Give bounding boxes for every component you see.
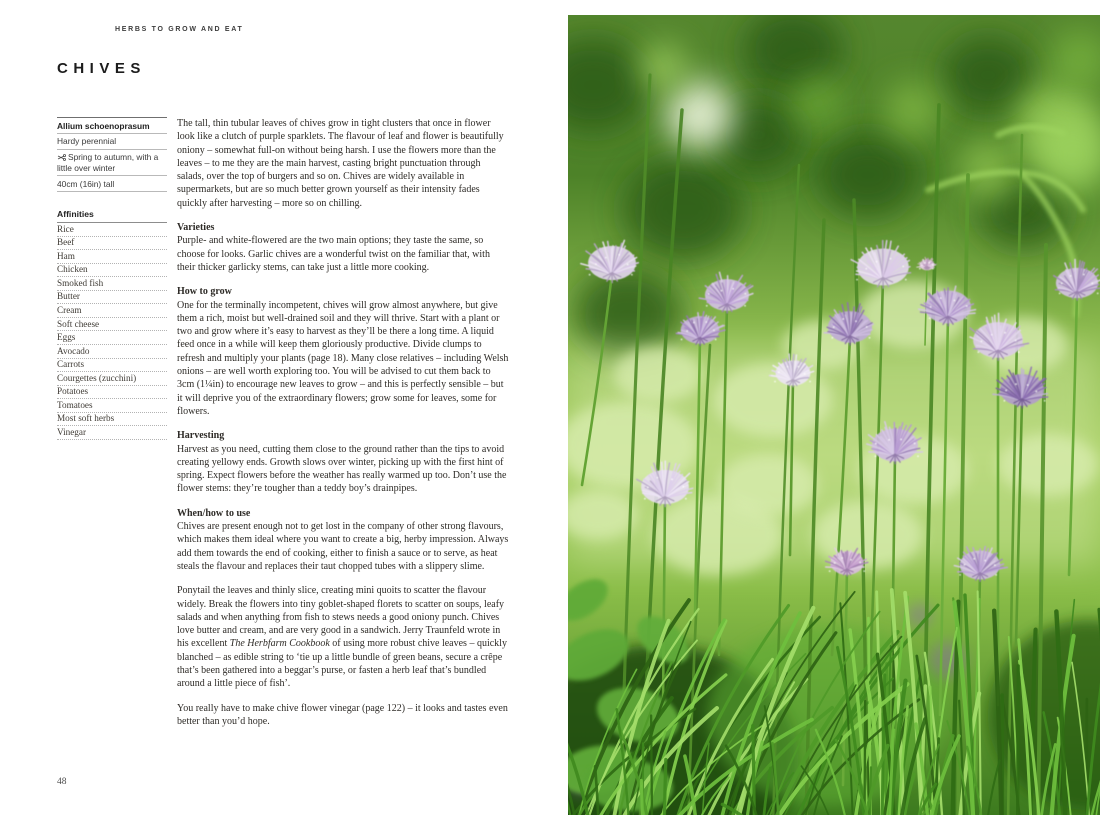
- body-text: of using more robust chive leaves – quickly blanched – as edible string to ‘tie up a little bundle of green beans, secure a crêpe that’s been gathered into a beggar’s purse, or fasten a herb leaf that’s bundled around a little piece of fish’.: [177, 638, 507, 690]
- paragraph: [177, 584, 509, 690]
- affinity-item: Chicken: [57, 264, 167, 278]
- fact-row: Allium schoenoprasum: [57, 118, 167, 134]
- body-text: Ponytail the leaves and thinly slice, creating mini quoits to scatter the flavour widely. Break the flowers into tiny goblet-shaped florets to scatter on soups, leafy salads and when anything from fish to stews needs a good oniony punch. Chives love butter and cream, and are very good in a sandwich. Jerry Traunfeld wrote in his excellent: [177, 585, 505, 650]
- section-heading: When/how to use: [177, 507, 251, 519]
- paragraph: [177, 299, 509, 419]
- affinity-item: Eggs: [57, 331, 167, 345]
- body-text: Harvest as you need, cutting them close to the ground rather than the tips to avoid creating yellowy ends. Growth slows over winter, picking up with the first hint of spring. Expect flowers before the weather has really warmed up too. Don’t use the flower stems: they’re tougher than a teddy boy’s drainpipes.: [177, 443, 507, 495]
- body-text: One for the terminally incompetent, chives will grow almost anywhere, but give them a rich, moist but well-drained soil and they will thrive. Start with a plant or two and grow where it’s easy to harvest as they’ll be there a long time. A liquid feed once in a while will keep them gloriously productive. Divide clumps to refresh and multiply your plants (page 18). Many close relatives – including Welsh onions – are well worth exploring too. You will be advised to cut them back to 3cm (1¼in) to encourage new leaves to grow – and this is perfectly sensible – but it will deprive you of the extraordinary flowers; grow some for leaves, some for flowers.: [177, 299, 509, 417]
- body-text: You really have to make chive flower vinegar (page 122) – it looks and tastes even better than you’d hope.: [177, 702, 508, 727]
- affinity-item: Soft cheese: [57, 318, 167, 332]
- page-number: 48: [57, 777, 67, 787]
- facts-list: [57, 117, 167, 192]
- affinity-item: Avocado: [57, 345, 167, 359]
- affinities-list: [57, 223, 167, 440]
- plant-fact-sidebar: [57, 117, 167, 440]
- body-text: Chives are present enough not to get lost in the company of other strong flavours, which makes them ideal where you want to create a big, herby impression. Always add them towards the end of cooking, either to finish a sauce or to serve, as heat steals the flavour and replaces their taut chopped tubes with a slippery slime.: [177, 521, 509, 572]
- paragraph: [177, 117, 509, 210]
- fact-row: Hardy perennial: [57, 134, 167, 150]
- affinity-item: Vinegar: [57, 426, 167, 440]
- paragraph: [177, 520, 509, 573]
- paragraph: [177, 234, 509, 274]
- body-text: Purple- and white-flowered are the two main options; they taste the same, so choose for looks. Garlic chives are a wonderful twist on the familiar that, with their thicker garlicky stems, can take just a little more cooking.: [177, 235, 490, 273]
- affinities-heading: Affinities: [57, 209, 167, 223]
- fact-row: Spring to autumn, with a little over winter: [57, 150, 167, 176]
- affinity-item: Beef: [57, 237, 167, 251]
- affinity-item: Cream: [57, 304, 167, 318]
- italic-text: The Herbfarm Cookbook: [229, 638, 330, 650]
- section-heading: How to grow: [177, 286, 232, 298]
- article-text: [177, 117, 509, 728]
- affinity-item: Most soft herbs: [57, 413, 167, 427]
- affinity-item: Ham: [57, 250, 167, 264]
- scissors-icon: [57, 154, 66, 161]
- section-heading: Varieties: [177, 222, 215, 234]
- paragraph: [177, 702, 509, 729]
- running-header: HERBS TO GROW AND EAT: [115, 26, 244, 33]
- affinity-item: Rice: [57, 223, 167, 237]
- affinity-item: Courgettes (zucchini): [57, 372, 167, 386]
- affinity-item: Carrots: [57, 359, 167, 373]
- chives-photo: [568, 15, 1100, 815]
- fact-row: 40cm (16in) tall: [57, 176, 167, 192]
- paragraph: [177, 443, 509, 496]
- chives-photo-art: [568, 15, 1100, 815]
- affinity-item: Potatoes: [57, 386, 167, 400]
- affinity-item: Tomatoes: [57, 399, 167, 413]
- body-text: The tall, thin tubular leaves of chives grow in tight clusters that once in flower look like a clutch of purple sparklets. The flavour of leaf and flower is beautifully oniony – somewhat full-on without being harsh. I use the flowers more than the leaves – to me they are the main harvest, casting bright punctuation through salads, over the top of burgers and so on. Chives are widely available in supermarkets, but are so much better grown yourself as their intensity fades quickly after harvesting – more so on chilling.: [177, 118, 504, 209]
- section-heading: Harvesting: [177, 430, 225, 442]
- page-title: CHIVES: [57, 60, 146, 77]
- affinity-item: Smoked fish: [57, 277, 167, 291]
- affinity-item: Butter: [57, 291, 167, 305]
